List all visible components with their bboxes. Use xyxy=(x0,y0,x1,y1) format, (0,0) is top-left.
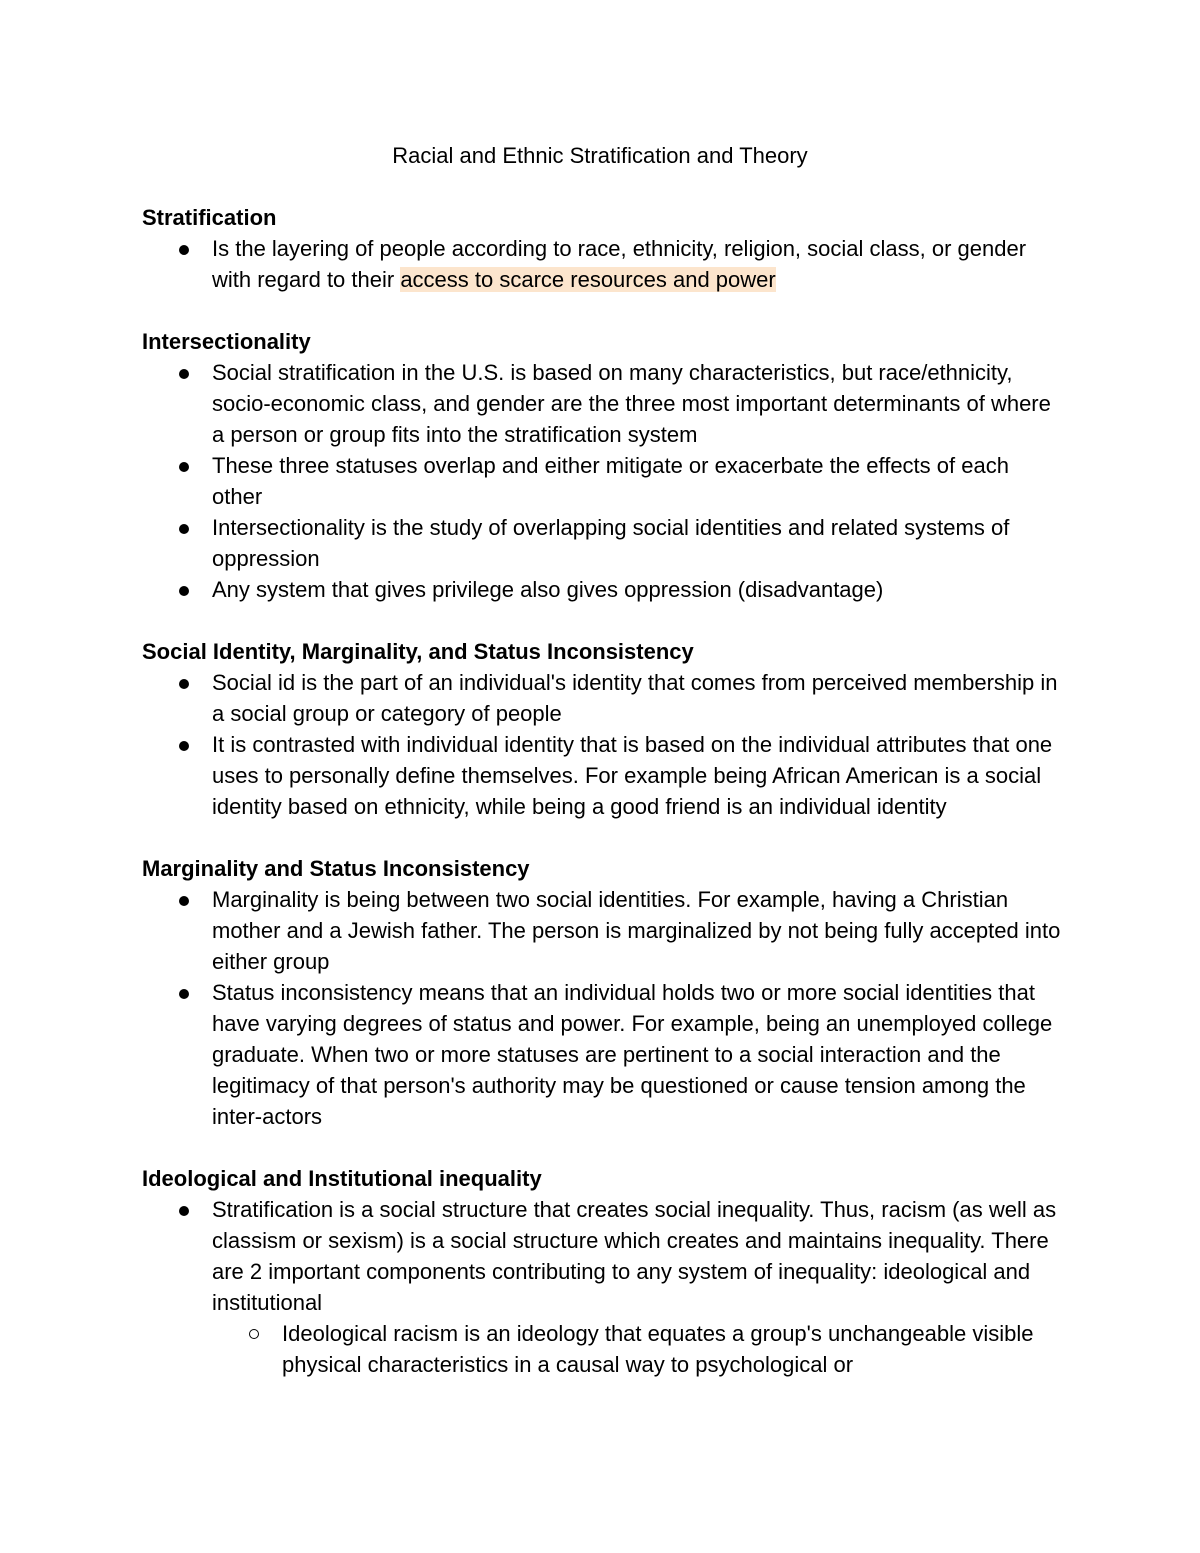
bullet-text: Intersectionality is the study of overlapping social identities and related systems of oppression xyxy=(212,515,1010,571)
bullet-icon xyxy=(179,1206,189,1216)
section-intersectionality xyxy=(142,326,1062,605)
list-item xyxy=(212,357,1062,450)
section-marginality xyxy=(142,853,1062,1132)
section-heading: Social Identity, Marginality, and Status Inconsistency xyxy=(142,639,694,664)
section-heading: Ideological and Institutional inequality xyxy=(142,1166,542,1191)
section-heading: Intersectionality xyxy=(142,329,311,354)
bullet-text: Marginality is being between two social identities. For example, having a Christian mother and a Jewish father. The person is marginalized by not being fully accepted into either group xyxy=(212,887,1061,974)
bullet-list xyxy=(142,233,1062,295)
bullet-text: Any system that gives privilege also gives oppression (disadvantage) xyxy=(212,577,884,602)
bullet-text: Stratification is a social structure that creates social inequality. Thus, racism (as well as classism or sexism) is a social structure which creates and maintains inequality. There are 2 important components contributing to any system of inequality: ideological and institutional xyxy=(212,1197,1057,1315)
list-item xyxy=(212,1194,1062,1380)
bullet-list xyxy=(142,357,1062,605)
bullet-list xyxy=(142,884,1062,1132)
list-item xyxy=(212,667,1062,729)
section-social-identity xyxy=(142,636,1062,822)
document-title: Racial and Ethnic Stratification and Theory xyxy=(392,143,808,168)
bullet-icon xyxy=(179,896,189,906)
list-item xyxy=(212,729,1062,822)
bullet-icon xyxy=(179,989,189,999)
sub-bullet-text: Ideological racism is an ideology that equates a group's unchangeable visible physical characteristics in a causal way to psychological or xyxy=(282,1321,1034,1377)
highlighted-text: access to scarce resources and power xyxy=(400,267,776,292)
bullet-icon xyxy=(179,586,189,596)
list-item xyxy=(212,512,1062,574)
section-heading: Marginality and Status Inconsistency xyxy=(142,856,530,881)
bullet-icon xyxy=(179,524,189,534)
sub-bullet-list xyxy=(212,1318,1062,1380)
document-body xyxy=(142,202,1062,1411)
bullet-text: These three statuses overlap and either mitigate or exacerbate the effects of each other xyxy=(212,453,1009,509)
bullet-text: Is the layering of people according to race, ethnicity, religion, social class, or gender with regard to their xyxy=(212,236,1027,292)
bullet-icon xyxy=(179,462,189,472)
list-item xyxy=(212,574,1062,605)
list-item xyxy=(212,884,1062,977)
bullet-text: Status inconsistency means that an individual holds two or more social identities that have varying degrees of status and power. For example, being an unemployed college graduate. When two or more statuses are pertinent to a social interaction and the legitimacy of that person's authority may be questioned or cause tension among the inter-actors xyxy=(212,980,1053,1129)
bullet-icon xyxy=(179,679,189,689)
bullet-icon xyxy=(179,245,189,255)
section-stratification xyxy=(142,202,1062,295)
hollow-bullet-icon xyxy=(249,1329,259,1339)
bullet-text: Social id is the part of an individual's identity that comes from perceived membership in a social group or category of people xyxy=(212,670,1058,726)
bullet-list xyxy=(142,1194,1062,1380)
list-item xyxy=(212,233,1062,295)
section-ideological xyxy=(142,1163,1062,1380)
sub-list-item xyxy=(282,1318,1062,1380)
list-item xyxy=(212,450,1062,512)
bullet-icon xyxy=(179,369,189,379)
bullet-text: It is contrasted with individual identity that is based on the individual attributes that one uses to personally define themselves. For example being African American is a social identity based on ethnicity, while being a good friend is an individual identity xyxy=(212,732,1053,819)
bullet-text: Social stratification in the U.S. is based on many characteristics, but race/ethnicity, socio-economic class, and gender are the three most important determinants of where a person or group fits into the stratification system xyxy=(212,360,1051,447)
section-heading: Stratification xyxy=(142,205,277,230)
bullet-icon xyxy=(179,741,189,751)
list-item xyxy=(212,977,1062,1132)
bullet-list xyxy=(142,667,1062,822)
